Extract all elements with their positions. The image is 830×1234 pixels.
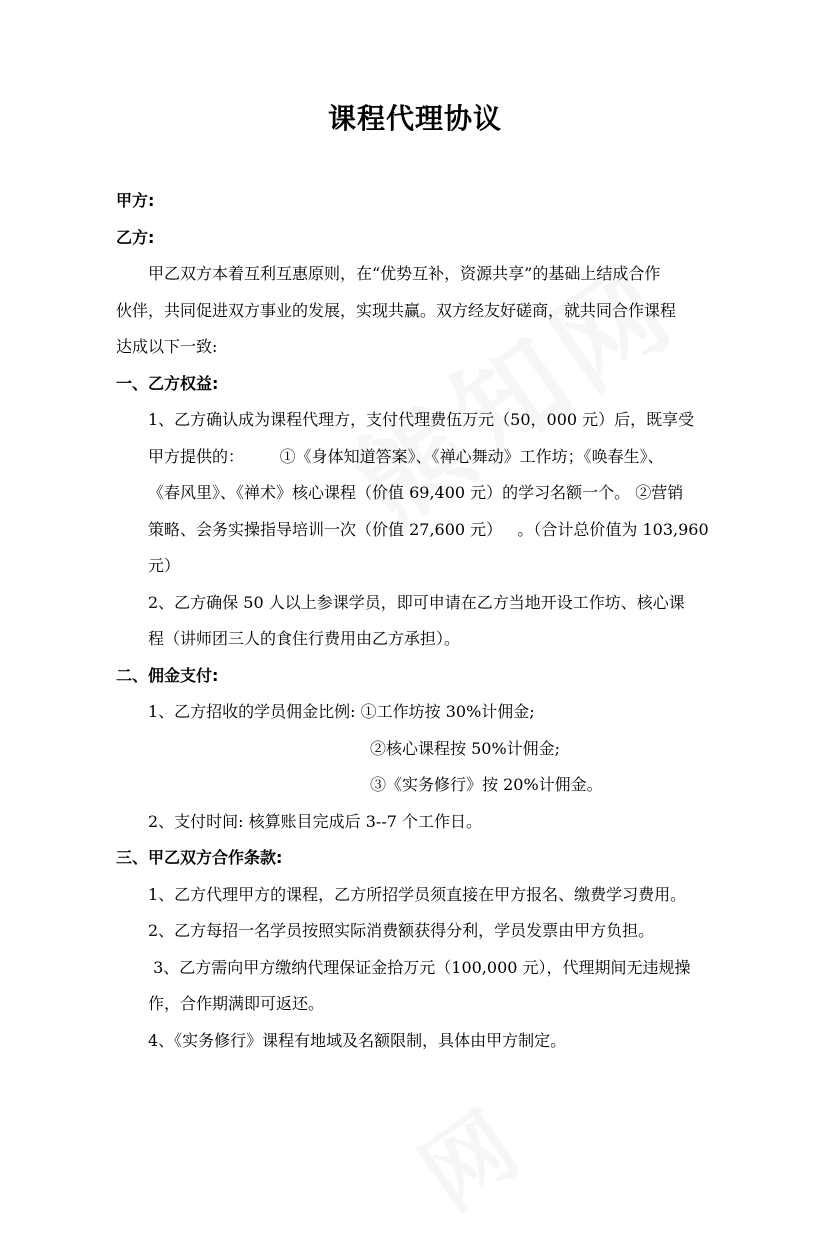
section1-item1-line4: 策略、会务实操指导培训一次（价值 27,600 元） 。（合计总价值为 103,960 [148,519,709,539]
section3-item1: 1、乙方代理甲方的课程，乙方所招学员须直接在甲方报名、缴费学习费用。 [148,884,687,904]
section3-item3-line2: 作，合作期满即可返还。 [148,994,325,1013]
section1-item2-line2: 程（讲师团三人的食住行费用由乙方承担）。 [148,629,461,648]
section2-item2: 2、支付时间: 核算账目完成后 3--7 个工作日。 [148,811,483,831]
document-body [116,183,716,1059]
section1-item1-line1: 1、乙方确认成为课程代理方，支付代理费伍万元（50，000 元）后，既享受 [148,410,695,429]
watermark-bottom [391,1076,539,1234]
section1-item1-line2: 甲方提供的： ①《身体知道答案》、《禅心舞动》工作坊；《唤春生》、 [148,446,664,466]
section1-item1-line5: 元） [148,556,181,575]
party-a-label: 甲方: [116,191,155,210]
section3-item4: 4、《实务修行》课程有地域及名额限制，具体由甲方制定。 [148,1030,567,1050]
section3-item3-line1: 3、乙方需向甲方缴纳代理保证金拾万元（100,000 元），代理期间无违规操 [148,957,691,977]
section1-heading: 一、乙方权益: [116,373,219,393]
section2-heading: 二、佣金支付: [116,665,219,685]
section1-item1-line3: 《春风里》、《禅术》核心课程（价值 69,400 元）的学习名额一个。 ②营销 [148,483,684,502]
section2-item1-sub-c: ③《实务修行》按 20%计佣金。 [370,775,603,794]
party-b-label: 乙方: [116,227,155,247]
section2-item1: 1、乙方招收的学员佣金比例: ①工作坊按 30%计佣金; [148,702,535,721]
intro-line-2: 伙伴，共同促进双方事业的发展，实现共赢。双方经友好磋商，就共同合作课程 [116,300,677,320]
document-title: 课程代理协议 [327,102,502,135]
section1-item2-line1: 2、乙方确保 50 人以上参课学员，即可申请在乙方当地开设工作坊、核心课 [148,592,685,612]
intro-line-3: 达成以下一致: [116,337,218,356]
section2-item1-sub-b: ②核心课程按 50%计佣金; [370,738,561,758]
intro-line-1: 甲乙双方本着互利互惠原则，在“优势互补，资源共享”的基础上结成合作 [148,264,661,283]
section3-item2: 2、乙方每招一名学员按照实际消费额获得分利，学员发票由甲方负担。 [148,921,655,940]
section3-heading: 三、甲乙双方合作条款: [116,848,283,867]
